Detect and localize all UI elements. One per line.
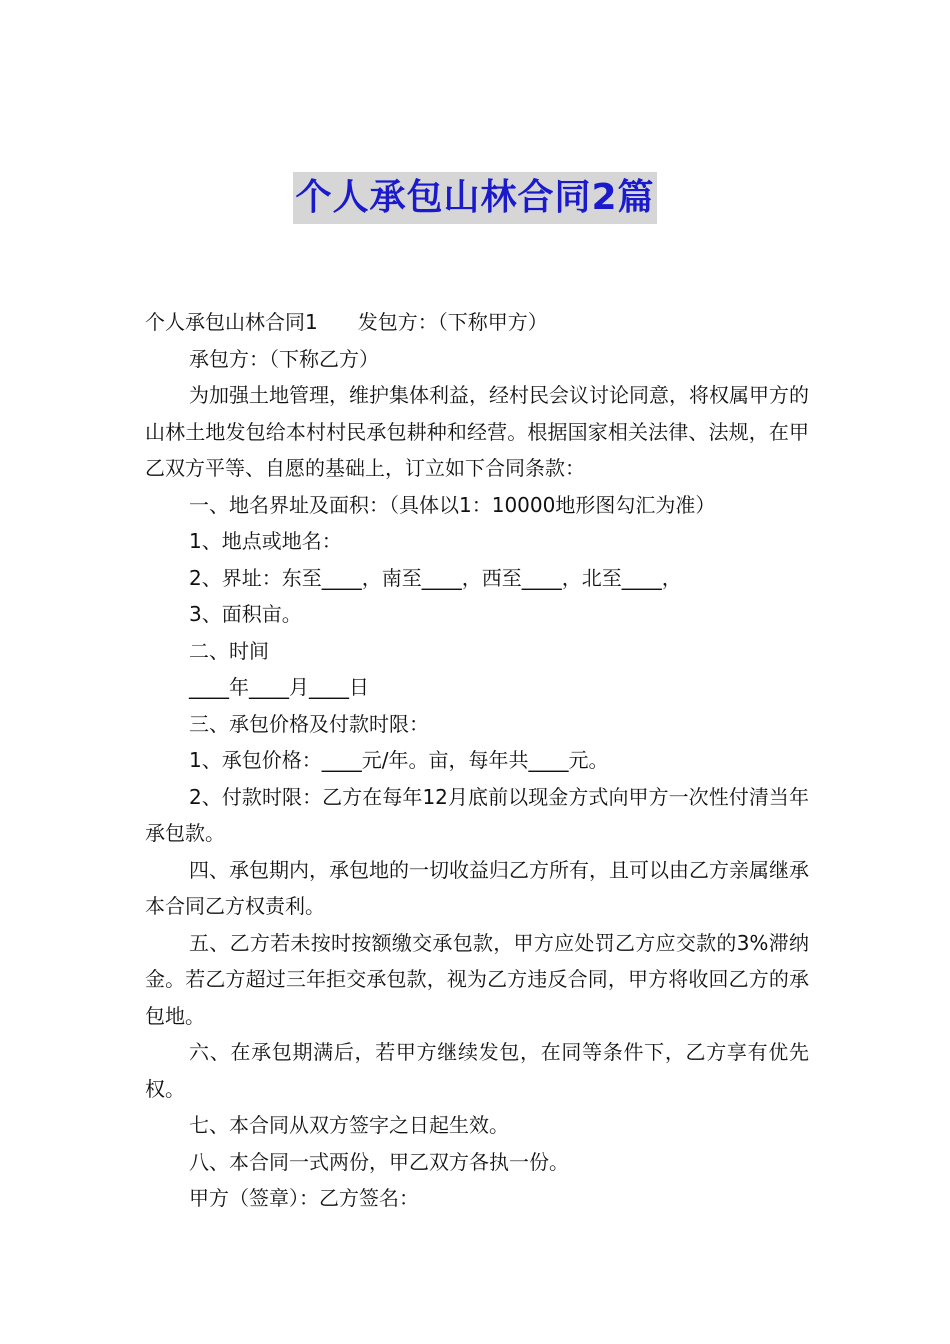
paragraph-party-a: 发包方：（下称甲方）	[357, 310, 548, 334]
paragraph-time-heading: 二、时间	[189, 638, 269, 663]
paragraph-copies: 八、本合同一式两份，甲乙双方各执一份。	[189, 1149, 569, 1174]
paragraph-place-name: 1、地点或地名：	[189, 529, 342, 553]
paragraph-area: 3、面积亩。	[189, 602, 302, 626]
paragraph-party-b: 承包方：（下称乙方）	[189, 346, 379, 371]
paragraph-income-rights: 四、承包期内，承包地的一切收益归乙方所有，且可以由乙方亲属继承本合同乙方权责利。	[145, 857, 809, 918]
paragraph-late-penalty: 五、乙方若未按时按额缴交承包款，甲方应处罚乙方应交款的3%滞纳金。若乙方超过三年拒交承包款，视为乙方违反合同，甲方将收回乙方的承包地。	[145, 930, 809, 1028]
first-line	[145, 304, 809, 341]
paragraph-price-heading: 三、承包价格及付款时限：	[189, 711, 429, 736]
paragraph-payment-deadline: 2、付款时限：乙方在每年12月底前以现金方式向甲方一次性付清当年承包款。	[145, 784, 809, 845]
paragraph-effective-date: 七、本合同从双方签字之日起生效。	[189, 1113, 509, 1137]
paragraph-preamble: 为加强土地管理，维护集体利益，经村民会议讨论同意，将权属甲方的山林土地发包给本村村民承包耕种和经营。根据国家相关法律、法规，在甲乙双方平等、自愿的基础上，订立如下合同条款：	[145, 383, 809, 480]
paragraph-date: ____年____月____日	[189, 675, 369, 699]
paragraph-boundaries: 2、界址：东至____，南至____，西至____，北至____，	[189, 565, 682, 590]
paragraph-price: 1、承包价格：____元/年。亩，每年共____元。	[189, 748, 609, 772]
document-body	[145, 304, 809, 1217]
document-title: 个人承包山林合同2篇	[293, 172, 656, 224]
title-container	[0, 172, 950, 224]
paragraph-priority-right: 六、在承包期满后，若甲方继续发包，在同等条件下，乙方享有优先权。	[145, 1040, 809, 1101]
contract-heading-label: 个人承包山林合同1	[145, 310, 318, 334]
paragraph-signatures: 甲方（签章）：乙方签名：	[189, 1186, 419, 1210]
paragraph-location-area: 一、地名界址及面积：（具体以1：10000地形图勾汇为准）	[189, 492, 716, 517]
